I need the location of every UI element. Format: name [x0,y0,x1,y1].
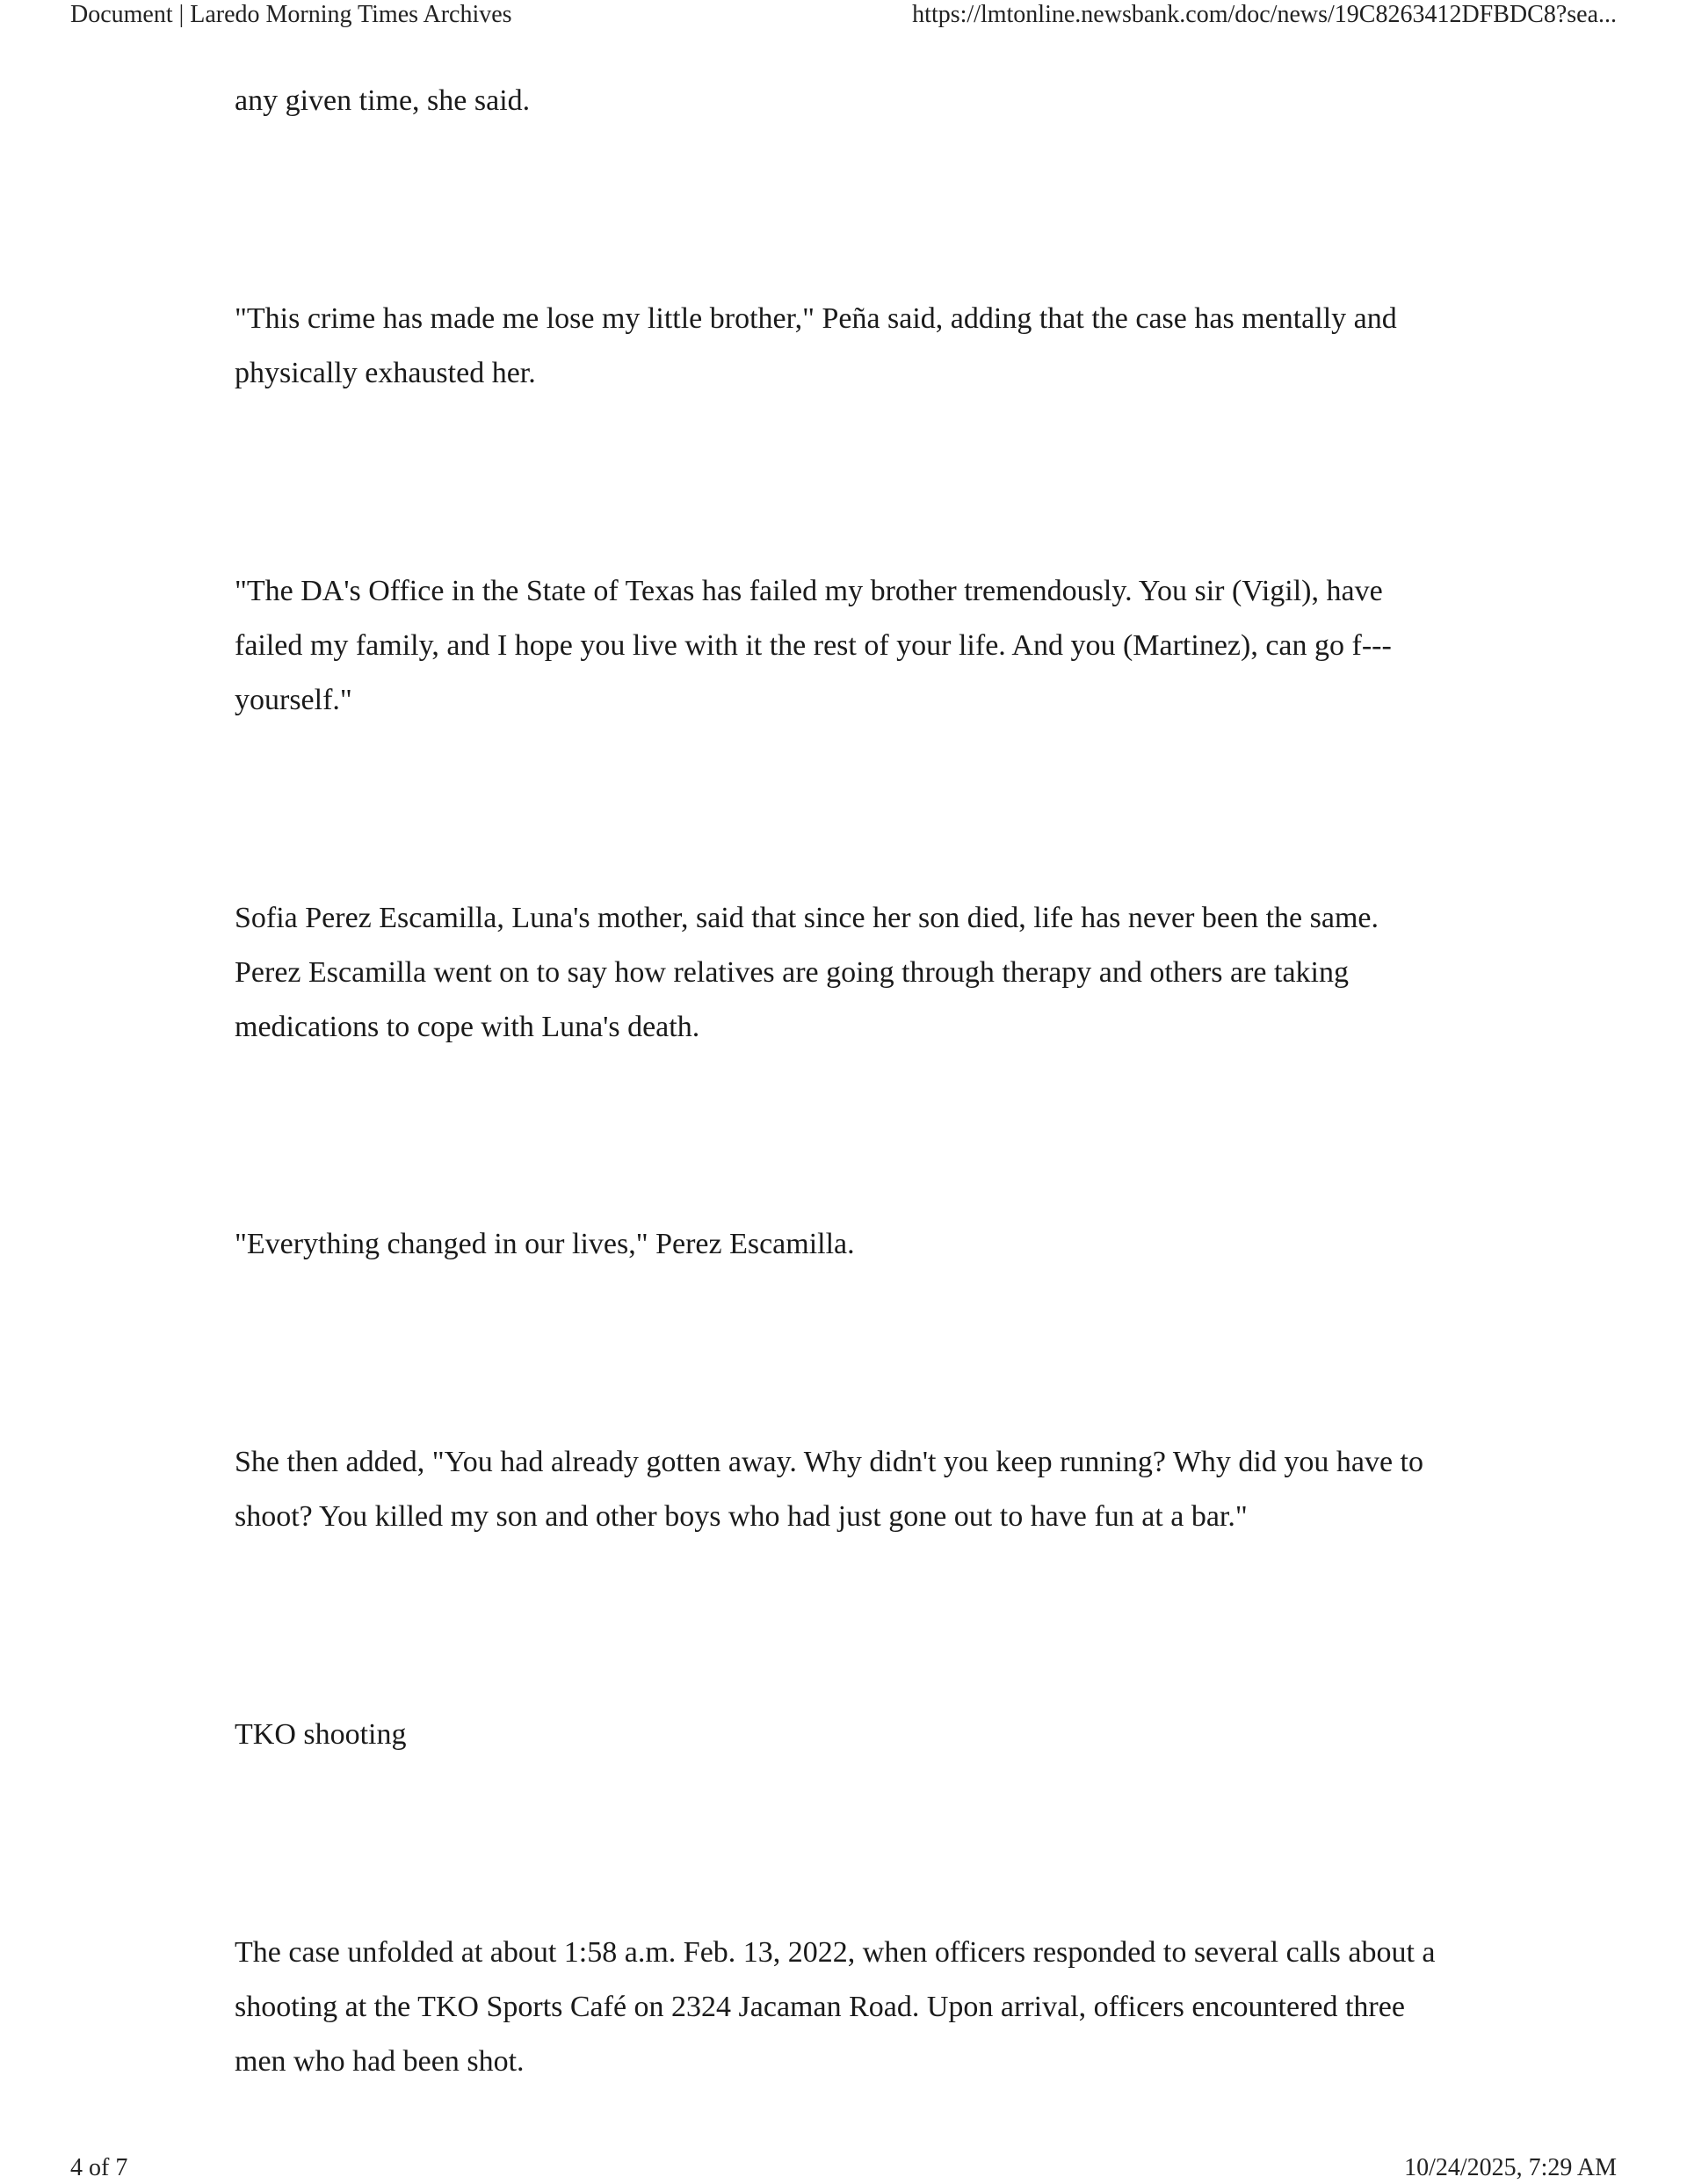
section-heading: TKO shooting [235,1718,407,1751]
print-footer [70,2153,1617,2183]
paragraph: "This crime has made me lose my little brother," Peña said, adding that the case has mentally and physically exhausted her. [235,302,1397,389]
page-number: 4 of 7 [70,2154,128,2181]
paragraph: "The DA's Office in the State of Texas has failed my brother tremendously. You sir (Vigil), have failed my family, and I hope you live with it the rest of your life. And you (Martinez), can go f--- yourself." [235,575,1392,716]
paragraph: Sofia Perez Escamilla, Luna's mother, said that since her son died, life has never been the same. Perez Escamilla went on to say how relatives are going through therapy and others are taking medications to cope with Luna's death. [235,902,1379,1043]
document-title: Document | Laredo Morning Times Archives [70,1,512,28]
paragraph: "Everything changed in our lives," Perez Escamilla. [235,1228,855,1260]
print-timestamp: 10/24/2025, 7:29 AM [1404,2154,1617,2181]
paragraph: any given time, she said. [235,84,531,117]
document-url: https://lmtonline.newsbank.com/doc/news/19C8263412DFBDC8?sea... [912,1,1617,28]
paragraph: The case unfolded at about 1:58 a.m. Feb. 13, 2022, when officers responded to several calls about a shooting at the TKO Sports Café on 2324 Jacaman Road. Upon arrival, officers encountered three men who had been shot. [235,1936,1436,2078]
print-header [70,0,1617,30]
paragraph: She then added, "You had already gotten away. Why didn't you keep running? Why did you have to shoot? You killed my son and other boys who had just gone out to have fun at a bar." [235,1446,1423,1533]
